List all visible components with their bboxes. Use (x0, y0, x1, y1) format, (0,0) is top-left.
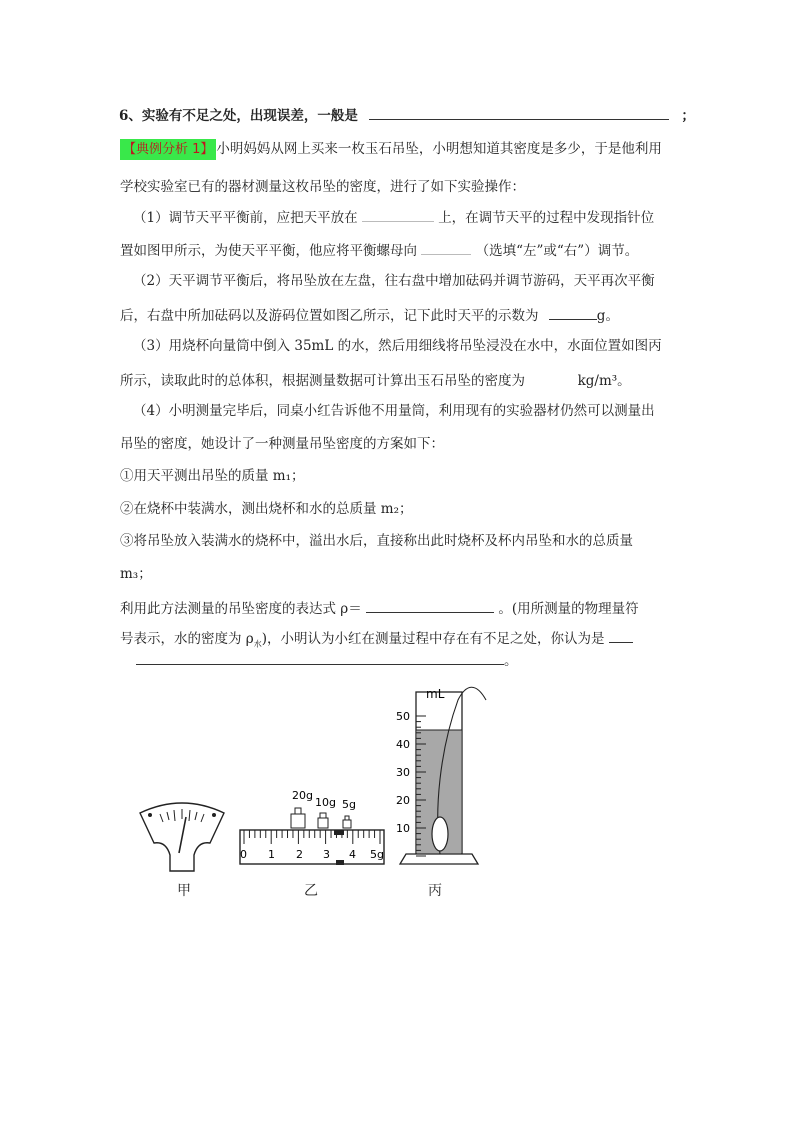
question-6: 6、实验有不足之处，出现误差，一般是 ； (119, 108, 695, 124)
rider-marker-bottom (336, 860, 344, 865)
figure-yi-weights-and-rider (236, 786, 388, 868)
answer-blank-2[interactable] (549, 307, 597, 320)
cylinder-tick-20: 20 (396, 794, 410, 807)
ruler-label-1: 1 (268, 848, 275, 861)
sub-question-4-line1: （4）小明测量完毕后，同桌小红告诉他不用量筒，利用现有的实验器材仍然可以测量出 (133, 403, 655, 419)
answer-blank-deficiency-start[interactable] (609, 630, 633, 643)
ruler-label-3: 3 (323, 848, 330, 861)
weight-label-5g: 5g (342, 798, 356, 811)
answer-blank-deficiency[interactable] (136, 652, 504, 665)
weight-label-10g: 10g (315, 796, 336, 809)
figure-label-bing: 丙 (428, 883, 442, 899)
example-intro-line1: 【典例分析 1】 小明妈妈从网上买来一枚玉石吊坠，小明想知道其密度是多少，于是他利用 (120, 143, 662, 157)
weight-5g-icon (343, 820, 351, 828)
figure-label-jia: 甲 (177, 883, 191, 899)
cylinder-tick-40: 40 (396, 738, 410, 751)
weight-20g-icon (291, 814, 305, 828)
sub-question-1-line1: （1）调节天平平衡前，应把天平放在 上，在调节天平的过程中发现指针位 (133, 210, 655, 226)
cylinder-tick-50: 50 (396, 710, 410, 723)
ruler-label-4: 4 (349, 848, 356, 861)
ruler-label-2: 2 (296, 848, 303, 861)
answer-blank-formula[interactable] (366, 600, 494, 613)
formula-line3: 。 (136, 652, 518, 669)
figure-bing-graduated-cylinder (396, 680, 496, 868)
weight-10g-icon (318, 818, 328, 828)
formula-line2: 号表示，水的密度为 $\rho_水$)，小明认为小红在测量过程中存在有不足之处，你认为是 (120, 630, 633, 649)
step-2: ②在烧杯中装满水，测出烧杯和水的总质量 m₂； (120, 501, 413, 517)
sub-question-1-line2: 置如图甲所示，为使天平平衡，他应将平衡螺母向 （选填“左”或“右”）调节。 (120, 243, 639, 259)
weight-label-20g: 20g (292, 789, 313, 802)
answer-blank-q6[interactable] (369, 107, 669, 120)
step-3-line2: m₃； (120, 566, 152, 582)
pendant-icon (432, 817, 448, 851)
sub-question-2-line1: （2）天平调节平衡后，将吊坠放在左盘，往右盘中增加砝码并调节游码，天平再次平衡 (133, 273, 655, 289)
ruler-label-5g: 5g (370, 848, 384, 861)
cylinder-tick-30: 30 (396, 766, 410, 779)
cylinder-unit: mL (426, 687, 445, 701)
answer-blank-1a[interactable] (362, 209, 434, 222)
answer-blank-1b[interactable] (421, 242, 471, 255)
example-tag: 【典例分析 1】 (120, 139, 216, 160)
sub-question-3-line2: 所示，读取此时的总体积，根据测量数据可计算出玉石吊坠的密度为 kg/m³。 (120, 373, 631, 389)
cylinder-tick-10: 10 (396, 822, 410, 835)
figure-label-yi: 乙 (304, 883, 318, 899)
sub-question-2-line2: 后，右盘中所加砝码以及游码位置如图乙所示，记下此时天平的示数为 g。 (120, 308, 619, 324)
sub-question-3-line1: （3）用烧杯向量筒中倒入 35mL 的水，然后用细线将吊坠浸没在水中，水面位置如图丙 (133, 338, 662, 354)
ruler-label-0: 0 (240, 848, 247, 861)
example-intro-line2: 学校实验室已有的器材测量这枚吊坠的密度，进行了如下实验操作： (120, 179, 525, 195)
formula-line1: 利用此方法测量的吊坠密度的表达式 ρ＝ 。(用所测量的物理量符 (120, 601, 639, 617)
cylinder-base (400, 854, 478, 864)
step-3-line1: ③将吊坠放入装满水的烧杯中，溢出水后，直接称出此时烧杯及杯内吊坠和水的总质量 (120, 533, 633, 549)
sub-question-4-line2: 吊坠的密度，她设计了一种测量吊坠密度的方案如下： (120, 436, 444, 452)
rider-scale (240, 830, 384, 864)
answer-blank-3[interactable] (529, 372, 573, 385)
rider-marker-top (334, 830, 344, 835)
step-1: ①用天平测出吊坠的质量 m₁； (120, 468, 305, 484)
figure-jia-balance-pointer (134, 795, 230, 875)
